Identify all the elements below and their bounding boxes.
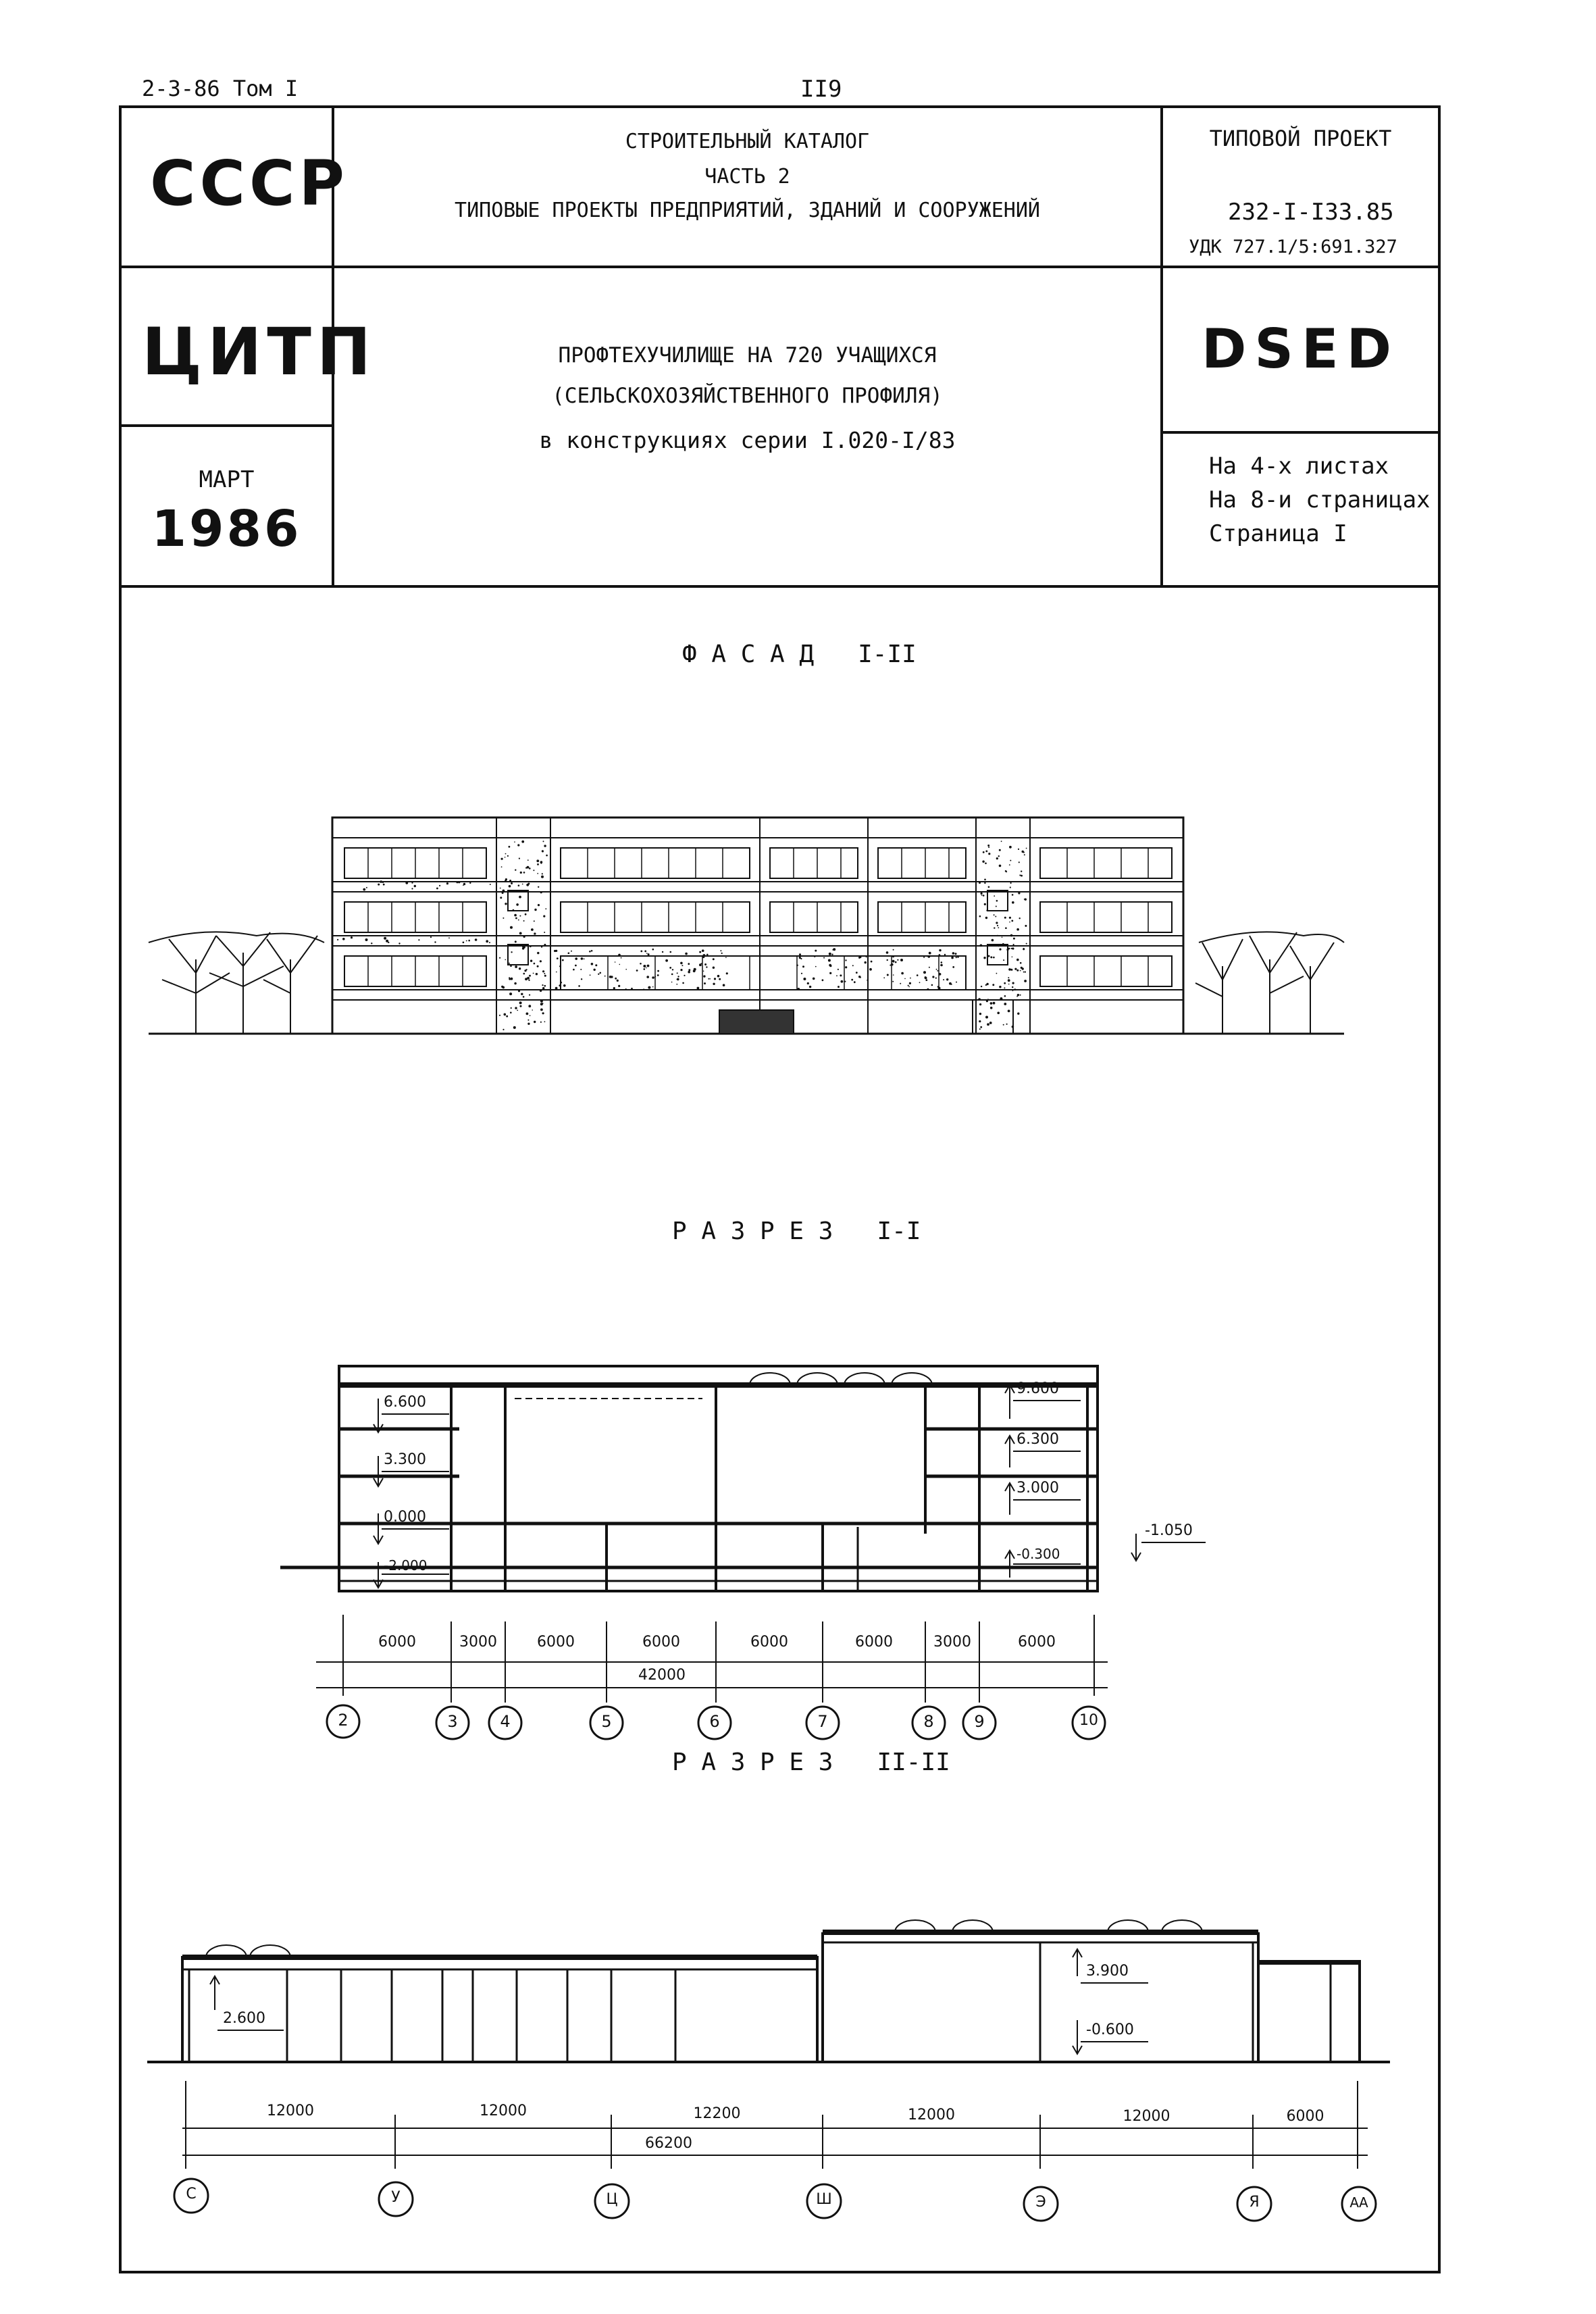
page-number: II9 [800, 76, 842, 103]
dim-2-3: 12200 [693, 2105, 741, 2122]
level-minus-1050: -1.050 [1145, 1522, 1193, 1539]
dim-2-2: 12000 [480, 2103, 527, 2119]
dim-1-6: 6000 [855, 1634, 893, 1651]
dim-1-7: 3000 [933, 1634, 971, 1651]
sheets-count: На 4-х листах [1209, 453, 1389, 480]
project-type-label: ТИПОВОЙ ПРОЕКТ [1209, 126, 1392, 151]
axis-5: 5 [601, 1712, 612, 1731]
dim-1-8: 6000 [1018, 1634, 1056, 1651]
dim-2-5: 12000 [1123, 2108, 1170, 2125]
level-minus-0600: -0.600 [1086, 2021, 1134, 2038]
level-minus-2000: -2.000 [384, 1557, 428, 1574]
level-0000: 0.000 [384, 1509, 426, 1526]
axis-e: Э [1035, 2194, 1046, 2211]
org-ussr: СССР [150, 147, 349, 220]
dim-1-4: 6000 [642, 1634, 680, 1651]
level-6600: 6.600 [384, 1394, 426, 1411]
axis-3: 3 [447, 1712, 458, 1731]
issue-year: 1986 [151, 500, 302, 558]
project-number: 232-I-I33.85 [1228, 199, 1394, 226]
project-title-line-3: в конструкциях серии I.020-I/83 [539, 427, 956, 453]
level-6300: 6.300 [1016, 1431, 1059, 1448]
axis-ya: Я [1249, 2194, 1260, 2211]
dim-1-2: 3000 [459, 1634, 497, 1651]
axis-10: 10 [1079, 1712, 1098, 1729]
dim-1-1: 6000 [378, 1634, 416, 1651]
axis-7: 7 [817, 1712, 828, 1731]
catalog-line-1: СТРОИТЕЛЬНЫЙ КАТАЛОГ [625, 130, 870, 153]
section-1-drawing [280, 1366, 1206, 1739]
catalog-line-3: ТИПОВЫЕ ПРОЕКТЫ ПРЕДПРИЯТИЙ, ЗДАНИЙ И СООРУЖЕНИЙ [455, 199, 1040, 222]
axis-sh: Ш [816, 2191, 832, 2208]
catalog-line-2: ЧАСТЬ 2 [704, 165, 790, 188]
axis-4: 4 [500, 1712, 511, 1731]
project-title-line-2: (СЕЛЬСКОХОЗЯЙСТВЕННОГО ПРОФИЛЯ) [552, 384, 943, 408]
dim-2-total: 66200 [645, 2135, 692, 2152]
publisher-citp: ЦИТП [142, 314, 377, 390]
document-code: DSED [1201, 318, 1400, 380]
axis-u: У [391, 2189, 401, 2206]
axis-9: 9 [974, 1712, 985, 1731]
current-page: Страница I [1209, 520, 1347, 547]
dim-2-4: 12000 [908, 2107, 955, 2123]
facade-title: Ф А С А Д I-II [682, 640, 917, 668]
dim-2-6: 6000 [1286, 2108, 1324, 2125]
project-title-line-1: ПРОФТЕХУЧИЛИЩЕ НА 720 УЧАЩИХСЯ [558, 343, 937, 368]
dim-1-5: 6000 [750, 1634, 788, 1651]
dim-2-1: 12000 [267, 2103, 314, 2119]
axis-ts: Ц [606, 2191, 618, 2208]
level-2600: 2.600 [223, 2010, 265, 2027]
trees-right [1195, 932, 1344, 1034]
axis-8: 8 [923, 1712, 934, 1731]
axis-6: 6 [709, 1712, 720, 1731]
pages-count: На 8-и страницах [1209, 486, 1431, 513]
axis-2: 2 [338, 1711, 349, 1730]
dim-1-3: 6000 [537, 1634, 575, 1651]
axis-aa: АА [1349, 2194, 1368, 2211]
volume-label: 2-3-86 Том I [142, 76, 299, 101]
facade-drawing [149, 818, 1344, 1034]
level-3900: 3.900 [1086, 1963, 1129, 1980]
section-1-title: Р А З Р Е З I-I [672, 1217, 921, 1245]
level-3300: 3.300 [384, 1451, 426, 1468]
level-minus-0300: -0.300 [1016, 1546, 1060, 1562]
issue-month: МАРТ [199, 466, 255, 493]
trees-left [149, 932, 324, 1034]
dim-1-total: 42000 [638, 1667, 686, 1684]
axis-s: С [186, 2186, 197, 2203]
section-2-drawing [147, 1920, 1390, 2221]
udk-code: УДК 727.1/5:691.327 [1189, 236, 1397, 257]
section-2-title: Р А З Р Е З II-II [672, 1749, 950, 1776]
level-3000: 3.000 [1016, 1480, 1059, 1496]
level-9600: 9.600 [1016, 1380, 1059, 1397]
